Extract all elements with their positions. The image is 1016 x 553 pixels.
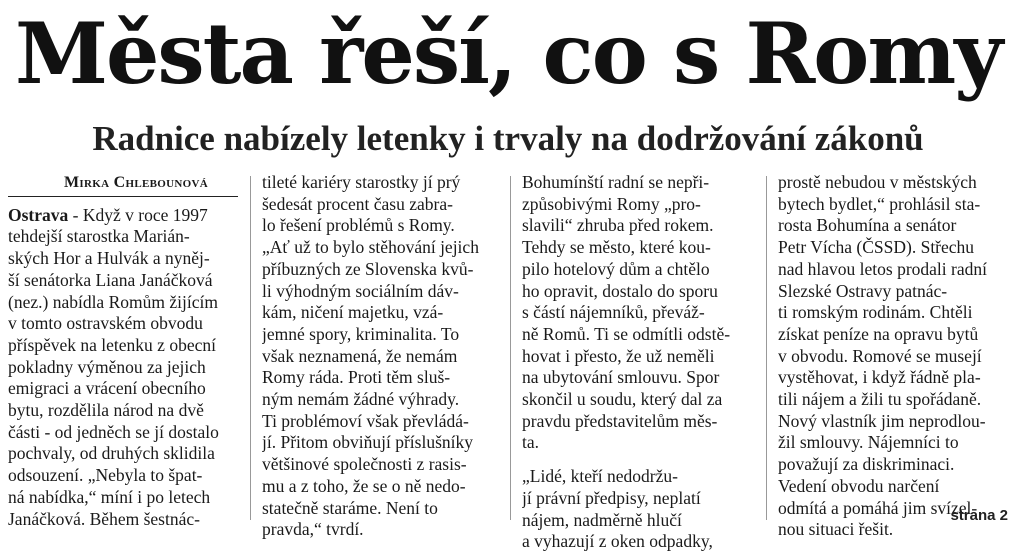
text-line: bytu, rozdělila národ na dvě (8, 400, 204, 421)
text-line: bytech bydlet,“ prohlásil sta- (778, 193, 981, 214)
text-line: rosta Bohumína a senátor (778, 215, 957, 236)
text-line: kám, ničení majetku, vzá- (262, 302, 444, 323)
text-line: šedesát procent času zabra- (262, 193, 453, 214)
text-line: pravdu představitelům měs- (522, 410, 718, 431)
text-line: většinové společnosti z rasis- (262, 454, 467, 475)
article-column-1 (8, 172, 238, 529)
text-line: tileté kariéry starostky jí prý (262, 172, 461, 192)
text-line: pochvaly, od druhých sklidila (8, 443, 215, 464)
text-line: příbuzných ze Slovenska kvů- (262, 258, 474, 279)
paragraph (522, 466, 758, 553)
text-line: odsouzení. „Nebyla to špat- (8, 465, 203, 486)
text-line: - Když v roce 1997 (68, 204, 208, 225)
text-line: odmítá a pomáhá jim svízel- (778, 497, 978, 518)
text-line: Slezské Ostravy patnác- (778, 280, 948, 301)
column-divider (250, 176, 251, 520)
text-line: Nový vlastník jim neprodlou- (778, 410, 986, 431)
text-line: ta. (522, 432, 540, 453)
text-line: příspěvek na letenku z obecní (8, 334, 216, 355)
paragraph (262, 172, 498, 541)
text-line: hovat i přesto, že už neměli (522, 345, 715, 366)
paragraph (8, 205, 238, 531)
text-line: získat peníze na opravu bytů (778, 323, 979, 344)
text-line: části - od jedněch se jí dostalo (8, 421, 219, 442)
text-line: Janáčková. Během šestnác- (8, 508, 200, 529)
text-line: slavili“ zhruba před rokem. (522, 215, 714, 236)
headline: Města řeší, co s Romy (14, 4, 1002, 103)
column-divider (766, 176, 767, 520)
text-line: ná nabídka,“ míní i po letech (8, 486, 211, 507)
text-line: ho opravit, dostalo do sporu (522, 280, 718, 301)
text-line: mu a z toho, že se o ně nedo- (262, 475, 466, 496)
text-line: jemné spory, kriminalita. To (262, 323, 460, 344)
text-line: Petr Vícha (ČSSD). Střechu (778, 237, 975, 258)
text-line: Tehdy se město, které kou- (522, 237, 711, 258)
text-line: v obvodu. Romové se musejí (778, 345, 982, 366)
text-line: žil smlouvy. Nájemníci to (778, 432, 959, 453)
column-divider (510, 176, 511, 520)
text-line: s částí nájemníků, převáž- (522, 302, 705, 323)
article-column-2 (262, 172, 498, 540)
text-line: pokladny výměnou za jejich (8, 356, 206, 377)
text-line: „Lidé, kteří nedodržu- (522, 466, 678, 487)
text-line: nad hlavou letos prodali radní (778, 258, 987, 279)
text-line: na ubytování smlouvu. Spor (522, 367, 720, 388)
paragraph (522, 172, 758, 454)
text-line: ti romským rodinám. Chtěli (778, 302, 973, 323)
text-line: ně Romů. Ti se odmítli odstě- (522, 323, 731, 344)
text-line: Ti problémoví však převládá- (262, 410, 469, 431)
text-line: v tomto ostravském obvodu (8, 313, 203, 334)
text-line: pilo hotelový dům a chtělo (522, 258, 710, 279)
dateline: Ostrava (8, 204, 69, 225)
text-line: ným nemám žádné výhrady. (262, 389, 460, 410)
text-line: jí. Přitom obviňují příslušníky (262, 432, 473, 453)
text-line: Romy ráda. Proti těm sluš- (262, 367, 451, 388)
text-line: nou situaci řešit. (778, 519, 894, 540)
text-line: tili nájem a žili tu spořádaně. (778, 389, 982, 410)
text-line: vystěhovat, i když řádně pla- (778, 367, 981, 388)
text-line: však neznamená, že nemám (262, 345, 458, 366)
text-line: ší senátorka Liana Janáčková (8, 269, 213, 290)
text-line: způsobivými Romy „pro- (522, 193, 701, 214)
text-line: ských Hor a Hulvák a nyněj- (8, 248, 210, 269)
text-line: považují za diskriminaci. (778, 454, 955, 475)
text-line: nájem, nadměrně hlučí (522, 509, 682, 530)
text-line: Vedení obvodu narčení (778, 475, 940, 496)
text-line: tehdejší starostka Marián- (8, 226, 190, 247)
byline: Mirka Chlebounová (8, 172, 238, 197)
text-line: emigraci a vrácení obecního (8, 378, 206, 399)
text-line: skončil u soudu, který dal za (522, 389, 723, 410)
subheadline: Radnice nabízely letenky i trvaly na dodržování zákonů (92, 119, 924, 158)
text-line: lo řešení problémů s Romy. (262, 215, 455, 236)
text-line: „Ať už to bylo stěhování jejich (262, 237, 479, 258)
text-line: (nez.) nabídla Romům žijícím (8, 291, 218, 312)
text-line: prostě nebudou v městských (778, 172, 977, 192)
article-column-4 (778, 172, 1010, 540)
text-line: li výhodným sociálním dáv- (262, 280, 459, 301)
continued-on-page: strana 2 (950, 507, 1008, 524)
paragraph-gap (522, 454, 758, 466)
text-line: jí právní předpisy, neplatí (522, 487, 701, 508)
text-line: statečně staráme. Není to (262, 497, 438, 518)
text-line: a vyhazují z oken odpadky, (522, 531, 713, 552)
paragraph (778, 172, 1010, 541)
text-line: Bohumínští radní se nepři- (522, 172, 710, 192)
article-column-3 (522, 172, 758, 552)
text-line: pravda,“ tvrdí. (262, 519, 364, 540)
